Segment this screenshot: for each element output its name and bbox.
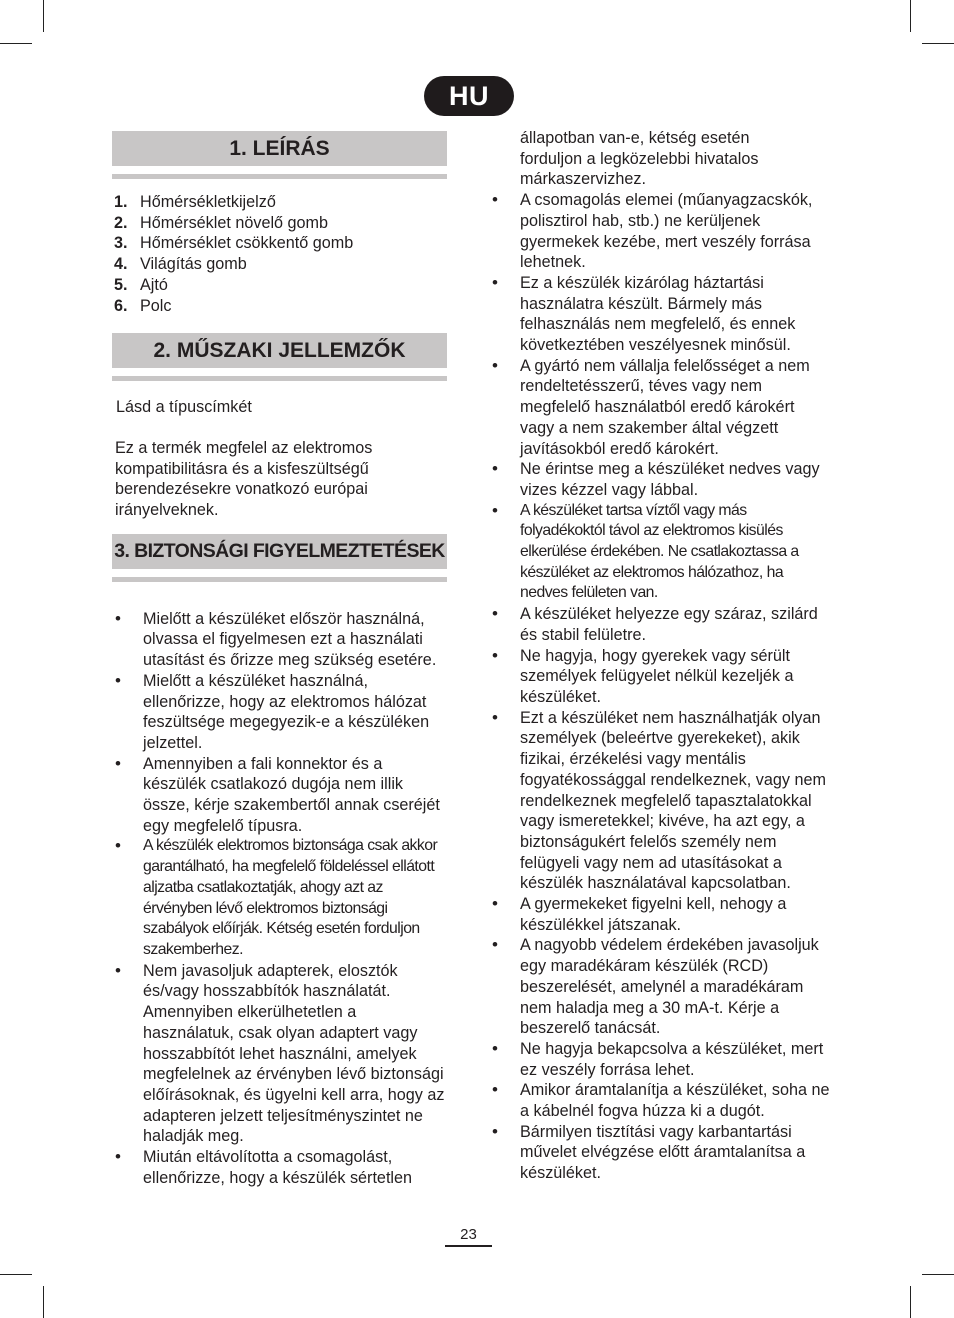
list-item: • Ne hagyja, hogy gyerekek vagy sérült személyek felügyelet nélkül kezeljék a készüléket. bbox=[490, 646, 830, 708]
section-divider bbox=[112, 376, 447, 381]
crop-mark bbox=[922, 43, 954, 44]
list-item: • A készüléket helyezze egy száraz, szilárd és stabil felületre. bbox=[490, 604, 830, 645]
list-item: • Ez a készülék kizárólag háztartási használatra készült. Bármely más felhasználás nem megfelelő, és ennek következtében veszélyesnek minősül. bbox=[490, 273, 830, 356]
list-item: 3. Hőmérséklet csökkentő gomb bbox=[114, 234, 354, 253]
crop-mark bbox=[43, 1286, 44, 1318]
list-item: • A készüléket tartsa víztől vagy más folyadékoktól távol az elektromos kisülés elkerülése érdekében. Ne csatlakoztassa a készüléket az elektromos hálózathoz, ha nedves felületen van. bbox=[490, 501, 830, 605]
list-item: • Ne hagyja bekapcsolva a készüléket, mert ez veszély forrása lehet. bbox=[490, 1039, 830, 1080]
list-item: 2. Hőmérséklet növelő gomb bbox=[114, 213, 329, 232]
language-badge: HU bbox=[424, 76, 514, 116]
list-item: • Amikor áramtalanítja a készüléket, soha ne a kábelnél fogva húzza ki a dugót. bbox=[490, 1080, 830, 1121]
page-number: 23 bbox=[445, 1226, 492, 1247]
safety-list-left bbox=[112, 609, 447, 1189]
section-divider bbox=[112, 174, 447, 179]
specs-paragraph-1: Lásd a típuscímkét bbox=[116, 398, 252, 417]
list-item: • Ezt a készüléket nem használhatják olyan személyek (beleértve gyerekeket), akik fizikai, érzékelési vagy mentális fogyatékossággal rendelkeznek, vagy nem rendelkeznek megfelelő tapasztalatokkal vagy ismeretekkel; kivéve, ha azt egy, a biztonságukért felelős személy nem felügyeli vagy nem ad utasításokat a készülék használatával kapcsolatban. bbox=[490, 708, 830, 894]
list-item: • Miután eltávolította a csomagolást, ellenőrizze, hogy a készülék sértetlen bbox=[112, 1147, 447, 1188]
list-item: 5. Ajtó bbox=[114, 275, 168, 294]
crop-mark bbox=[922, 1274, 954, 1275]
list-item: • A gyártó nem vállalja felelősséget a nem rendeltetésszerű, téves vagy nem megfelelő használatból eredő károkért vagy a nem szakember által végzett javításokból eredő károkért. bbox=[490, 356, 830, 460]
section-title-description: 1. LEÍRÁS bbox=[112, 131, 447, 166]
list-item: • Amennyiben a fali konnektor és a készülék csatlakozó dugója nem illik össze, kérje szakembertől annak cseréjét egy megfelelő típusra. bbox=[112, 754, 447, 837]
list-item: • A készülék elektromos biztonsága csak akkor garantálható, ha megfelelő földeléssel ellátott aljzatba csatlakoztatják, ahogy azt az érvényben lévő elektromos biztonsági szabályok előírják. Kétség esetén forduljon szakemberhez. bbox=[112, 836, 447, 960]
list-item: • Mielőtt a készüléket használná, ellenőrizze, hogy az elektromos hálózat feszültsége megegyezik-e a készüléken jelzettel. bbox=[112, 671, 447, 754]
crop-mark bbox=[910, 1286, 911, 1318]
list-item: • Ne érintse meg a készüléket nedves vagy vizes kézzel vagy lábbal. bbox=[490, 459, 830, 500]
list-item: • Bármilyen tisztítási vagy karbantartási művelet elvégzése előtt áramtalanítsa a készüléket. bbox=[490, 1122, 830, 1184]
list-item: • Mielőtt a készüléket először használná, olvassa el figyelmesen ezt a használati utasítást és őrizze meg szükség esetére. bbox=[112, 609, 447, 671]
safety-list-right bbox=[490, 190, 830, 1184]
continued-text: állapotban van-e, kétség esetén forduljon a legközelebbi hivatalos márkaszervizhez. bbox=[520, 129, 759, 189]
list-item: • A nagyobb védelem érdekében javasoljuk egy maradékáram készülék (RCD) beszerelését, amelynél a maradékáram nem haladja meg a 30 mA-t. Kérje a beszerelő tanácsát. bbox=[490, 935, 830, 1039]
section-divider bbox=[112, 577, 447, 582]
specs-paragraph-2: Ez a termék megfelel az elektromos kompatibilitásra és a kisfeszültségű berendezésekre vonatkozó európai irányelveknek. bbox=[115, 438, 373, 520]
list-item: • A csomagolás elemei (műanyagzacskók, polisztirol hab, stb.) ne kerüljenek gyermekek kezébe, mert veszély forrása lehetnek. bbox=[490, 190, 830, 273]
crop-mark bbox=[0, 43, 32, 44]
crop-mark bbox=[43, 0, 44, 32]
list-item: 6. Polc bbox=[114, 296, 172, 315]
list-item: 1. Hőmérsékletkijelző bbox=[114, 193, 276, 211]
left-column bbox=[112, 131, 447, 1188]
list-item: 4. Világítás gomb bbox=[114, 255, 247, 274]
right-column bbox=[490, 128, 830, 1184]
crop-mark bbox=[0, 1274, 32, 1275]
parts-list bbox=[112, 192, 447, 316]
list-item: • A gyermekeket figyelni kell, nehogy a készülékkel játszanak. bbox=[490, 894, 830, 935]
crop-mark bbox=[910, 0, 911, 32]
list-item: • Nem javasoljuk adapterek, elosztók és/vagy hosszabbítók használatát. Amennyiben elkerülhetetlen a használatuk, csak olyan adaptert vagy hosszabbítót lehet használni, amelyek megfelelnek az érvényben lévő biztonsági előírásoknak, és ügyelni kell arra, hogy az adapteren jelzett teljesítményszintet ne haladják meg. bbox=[112, 961, 447, 1147]
section-title-specs: 2. MŰSZAKI JELLEMZŐK bbox=[112, 333, 447, 368]
section-title-safety: 3. BIZTONSÁGI FIGYELMEZTETÉSEK bbox=[112, 534, 447, 569]
